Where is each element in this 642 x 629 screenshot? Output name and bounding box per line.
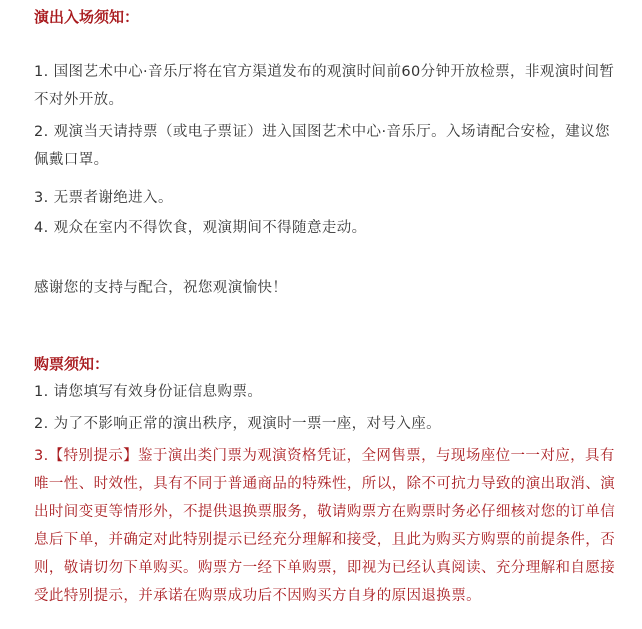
entry-rule-4: 4. 观众在室内不得饮食，观演期间不得随意走动。: [34, 220, 367, 236]
entry-notice-title: 演出入场须知：: [34, 8, 140, 26]
thanks-message: 感谢您的支持与配合，祝您观演愉快！: [34, 280, 288, 296]
purchase-rule-1: 1. 请您填写有效身份证信息购票。: [34, 384, 263, 400]
purchase-notice-title: 购票须知：: [34, 355, 110, 373]
special-notice: 3.【特别提示】鉴于演出类门票为观演资格凭证，全网售票，与现场座位一一对应，具有唯一性、时效性，具有不同于普通商品的特殊性，所以，除不可抗力导致的演出取消、演出时间变更等情形外，不提供退换票服务，敬请购票方在购票时务必仔细核对您的订单信息后下单，并确定对此特别提示已经充分理解和接受，且此为购买方购票的前提条件，否则，敬请切勿下单购买。购票方一经下单购票，即视为已经认真阅读、充分理解和自愿接受此特别提示，并承诺在购票成功后不因购买方自身的原因退换票。: [34, 448, 616, 604]
purchase-rule-2: 2. 为了不影响正常的演出秩序，观演时一票一座，对号入座。: [34, 416, 442, 432]
entry-rule-2: 2. 观演当天请持票（或电子票证）进入国图艺术中心·音乐厅。入场请配合安检，建议您佩戴口罩。: [34, 124, 610, 168]
entry-rule-3: 3. 无票者谢绝进入。: [34, 190, 173, 206]
entry-rule-1: 1. 国图艺术中心·音乐厅将在官方渠道发布的观演时间前60分钟开放检票，非观演时间暂不对外开放。: [34, 64, 615, 108]
